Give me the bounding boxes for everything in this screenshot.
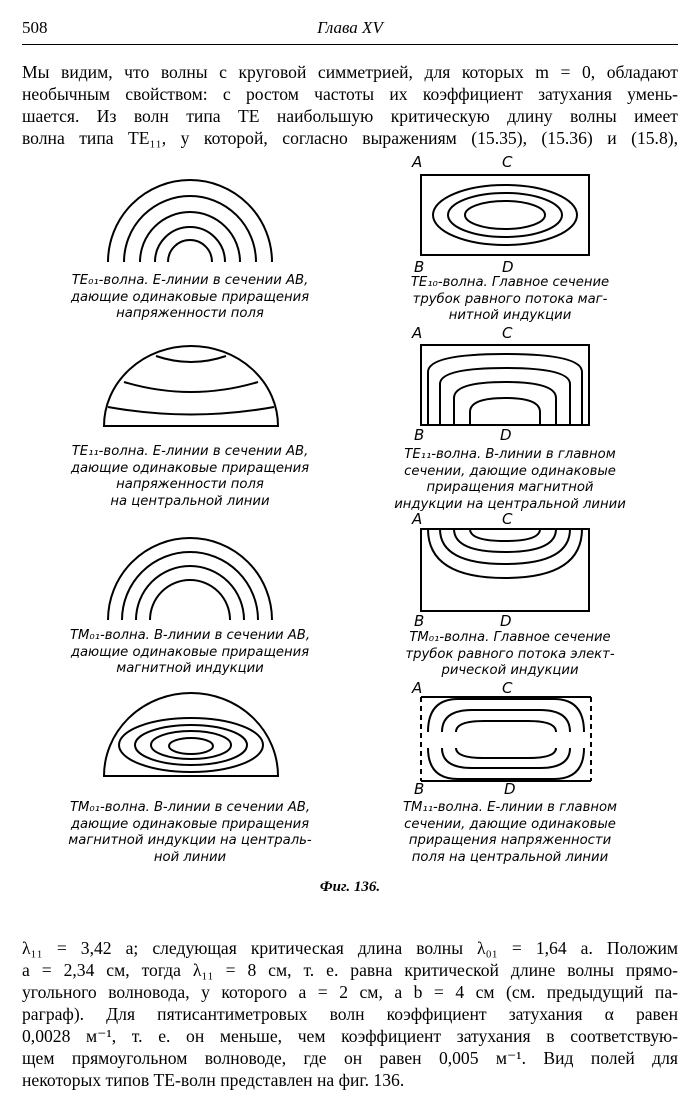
tm11-caption <box>370 800 650 866</box>
te11-b-diagram <box>418 342 594 428</box>
outro-line: щем прямоугольном волноводе, где он равен 0,005 м⁻¹. Вид полей для <box>22 1048 678 1068</box>
caption-line: ной линии <box>153 849 227 865</box>
intro-line: необычным свойством: с ростом частоты их коэффициент затухания умень- <box>22 84 678 104</box>
caption-line: приращения магнитной <box>426 480 594 495</box>
caption-line: сечении, дающие одинаковые <box>404 816 616 832</box>
caption-line: поля на центральной линии <box>411 849 609 865</box>
caption-line: трубок равного потока элект- <box>405 646 615 662</box>
caption-line: индукции на центральной линии <box>394 496 626 512</box>
caption-line: нитной индукции <box>448 308 572 323</box>
outro-line: раграф). Для пятисантиметровых волн коэффициент затухания α равен <box>22 1004 678 1024</box>
label-b: B <box>414 612 425 630</box>
outro-line: 0,0028 м⁻¹, т. е. он меньше, чем коэффициент затухания в соответствую- <box>22 1026 678 1046</box>
intro-line: шается. Из волн типа TE наибольшую критическую длину волны имеет <box>22 106 678 126</box>
intro-line: Мы видим, что волны с круговой симметрией, для которых m = 0, обладают <box>22 62 678 82</box>
label-c: C <box>502 153 513 171</box>
tm01-e-caption <box>370 630 650 680</box>
label-b: B <box>414 780 425 798</box>
caption-line: TE₁₁-волна. E-линии в сечении AB, <box>71 444 309 459</box>
chapter-title: Глава XV <box>317 18 383 37</box>
caption-line: на центральной линии <box>110 493 270 509</box>
caption-line: рической индукции <box>441 663 579 678</box>
caption-line: магнитной индукции <box>116 661 264 676</box>
label-b: B <box>414 258 425 276</box>
tm01-b2-caption <box>45 800 335 866</box>
te10-caption <box>370 275 650 325</box>
caption-line: TE₁₁-волна. B-линии в главном <box>404 447 616 462</box>
caption-line: дающие одинаковые приращения <box>70 289 310 305</box>
caption-line: TM₁₁-волна. E-линии в главном <box>403 800 617 815</box>
tm01-b2-diagram <box>96 690 286 782</box>
te11-diagram <box>96 342 286 432</box>
te01-caption <box>45 273 335 323</box>
tm01-b-diagram <box>100 526 280 623</box>
label-d: D <box>500 612 512 630</box>
caption-line: дающие одинаковые приращения <box>70 816 310 832</box>
label-c: C <box>502 510 513 528</box>
label-c: C <box>502 679 513 697</box>
te10-diagram <box>418 172 594 258</box>
te11-b-caption <box>370 447 650 513</box>
label-a: A <box>412 510 423 528</box>
tm01-b-caption <box>45 628 335 678</box>
label-a: A <box>412 679 423 697</box>
caption-line: TM₀₁-волна. Главное сечение <box>409 630 611 645</box>
label-b: B <box>414 426 425 444</box>
tm01-e-diagram <box>418 526 594 614</box>
caption-line: TE₀₁-волна. E-линии в сечении AB, <box>71 273 309 288</box>
caption-line: приращения напряженности <box>408 833 612 848</box>
label-a: A <box>412 324 423 342</box>
outro-line: некоторых типов TE-волн представлен на фиг. 136. <box>22 1070 405 1090</box>
caption-line: трубок равного потока маг- <box>412 291 608 307</box>
caption-line: дающие одинаковые приращения <box>70 460 310 476</box>
caption-line: дающие одинаковые приращения <box>70 644 310 660</box>
intro-line: волна типа TE₁₁, у которой, согласно выражениям (15.35), (15.36) и (15.8), <box>22 128 678 148</box>
outro-line: a = 2,34 см, тогда λ₁₁ = 8 см, т. е. равна критической длине волны прямо- <box>22 960 678 980</box>
label-c: C <box>502 324 513 342</box>
intro-paragraph <box>22 61 678 149</box>
figure-label: Фиг. 136. <box>319 879 381 895</box>
page-header <box>22 18 678 42</box>
caption-line: TM₀₁-волна. B-линии в сечении AB, <box>69 628 311 643</box>
label-d: D <box>500 426 512 444</box>
header-rule <box>22 44 678 45</box>
label-d: D <box>504 780 516 798</box>
outro-line: угольного волновода, у которого a = 2 см, а b = 4 см (см. предыдущий па- <box>22 982 678 1002</box>
page-number: 508 <box>22 18 48 37</box>
outro-paragraph <box>22 937 678 1091</box>
te01-diagram <box>100 172 280 267</box>
caption-line: TE₁₀-волна. Главное сечение <box>410 275 610 290</box>
caption-line: напряженности поля <box>116 477 264 492</box>
caption-line: TM₀₁-волна. B-линии в сечении AB, <box>69 800 311 815</box>
outro-line: λ₁₁ = 3,42 a; следующая критическая длина волны λ₀₁ = 1,64 a. Положим <box>22 938 678 958</box>
caption-line: магнитной индукции на централь- <box>68 833 312 848</box>
te11-caption <box>45 444 335 510</box>
label-a: A <box>412 153 423 171</box>
caption-line: сечении, дающие одинаковые <box>404 463 616 479</box>
caption-line: напряженности поля <box>116 306 264 321</box>
tm11-diagram <box>418 694 594 784</box>
label-d: D <box>502 258 514 276</box>
